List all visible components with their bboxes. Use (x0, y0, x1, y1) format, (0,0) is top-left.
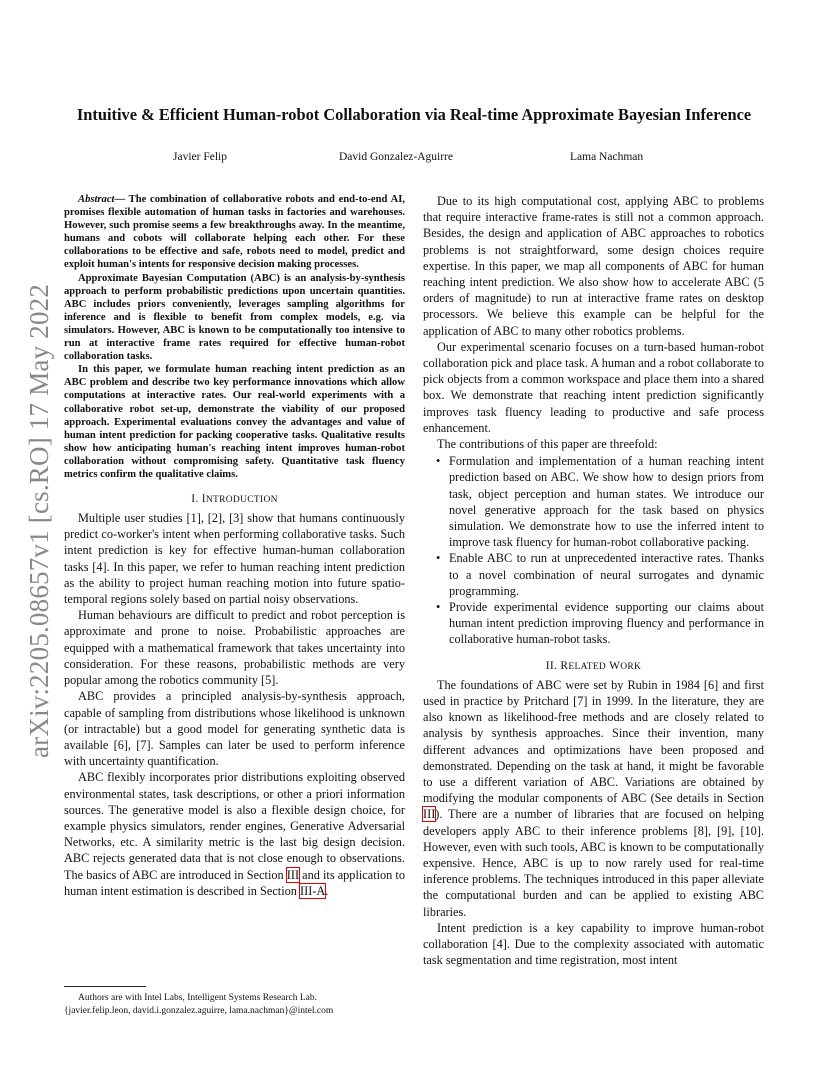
section-link-iii[interactable]: III (286, 867, 300, 882)
author-3: Lama Nachman (570, 151, 644, 163)
arxiv-stamp: arXiv:2205.08657v1 [cs.RO] 17 May 2022 (24, 283, 54, 758)
contribution-item-2: • Enable ABC to run at unprecedented interactive rates. Thanks to a novel combination of neural surrogates and dynamic programming. (436, 551, 764, 598)
section-link-iii-a[interactable]: III-A (300, 883, 326, 898)
related-paragraph-2: Intent prediction is a key capability to improve human-robot collaboration [4]. Due to the complexity associated with automatic task segmentation and time registration, most intent (423, 920, 764, 968)
right-paragraph-1: Due to its high computational cost, applying ABC to problems that require interactive frame-rates is still not a common approach. Besides, the design and application of ABC approaches to robotics problems is not straightforward, some design choices require expertise. In this paper, we map all components of ABC for human reaching intent prediction. We also show how to accelerate ABC (5 orders of magnitude) to run at interactive frame rates on desktop processors. We believe this example can be helpful for the application of ABC to many other robotics problems. (423, 194, 764, 338)
related-paragraph-1: The foundations of ABC were set by Rubin in 1984 [6] and first used in practice by Pritchard [7] in 1999. In the literature, they are also known as likelihood-free methods and are closely related to analysis by synthesis approaches. Since their invention, many different advances and optimizations have been proposed and demonstrated. Depending on the task at hand, it might be favorable to use a different variation of ABC. Variations are obtained by modifying the modular components of ABC (See details in Section III). There are a number of libraries that are focused on helping developers apply ABC to their inference problems [8], [9], [10]. However, even with such tools, ABC is known to be computationally expensive. Hence, ABC is up to now rarely used for real-time inference problems. The techniques introduced in this paper alleviate the computational burden and can be applied to existing ABC libraries. (423, 677, 764, 919)
section-heading-related-work: II. RELATED WORK (545, 659, 642, 672)
section-heading-introduction: I. INTRODUCTION (191, 493, 278, 506)
author-1: Javier Felip (173, 151, 227, 163)
bullet-icon: • (436, 600, 441, 615)
intro-paragraph-4: ABC flexibly incorporates prior distributions exploiting observed environmental states, task descriptions, or other a priori information sources. The generative model is also a flexible design choice, for example physics simulators, render engines, Generative Adversarial Networks, etc. A similarity metric is the last big design decision. ABC rejects generated data that is not close enough to observations. The basics of ABC are introduced in Section III and its application to human intent estimation is described in Section III-A. (64, 770, 405, 898)
right-paragraph-2: Our experimental scenario focuses on a turn-based human-robot collaboration pick and place task. A human and a robot collaborate to pick objects from a common workspace and place them into a shared box. We demonstrate that reaching intent prediction significantly improves task fluency leading to productive and safe process enhancement. (423, 339, 764, 435)
abstract-paragraph-3: In this paper, we formulate human reaching intent prediction as an ABC problem and describe two key performance innovations which allow computations at interactive rates. Our real-world experiments with a collaborative robot set-up, demonstrate the viability of our proposed approach. Experimental evaluations convey the advantages and value of human intent prediction for packing cooperative tasks. Qualitative results show how anticipating human's reaching intent improves human-robot collaboration without compromising safety. Quantitative task fluency metrics confirm the qualitative claims. (64, 364, 405, 480)
abstract-paragraph-2: Approximate Bayesian Computation (ABC) is an analysis-by-synthesis approach to perform probabilistic predictions upon uncertain quantities. ABC includes priors conveniently, leverages sampling algorithms for inference and is flexible to benefit from complex models, e.g. via simulators. However, ABC is known to be computationally too intensive to run at interactive frame rates required for effective human-robot collaboration tasks. (64, 272, 405, 363)
section-link-iii[interactable]: III (423, 807, 436, 822)
abstract-text-1: The combination of collaborative robots and end-to-end AI, promises flexible automation of human tasks in factories and warehouses. However, such promise seems a few breakthroughs away. In the meantime, humans and cobots will collaborate helping each other. For these collaborations to be effective and safe, robots need to model, predict and exploit human's intents for responsive decision making processes. (64, 194, 405, 271)
bullet-icon: • (436, 454, 441, 469)
author-2: David Gonzalez-Aguirre (339, 151, 453, 163)
footnote (64, 992, 405, 1017)
footnote-rule (64, 986, 146, 987)
contribution-item-3: • Provide experimental evidence supporting our claims about human intent prediction improving fluency and performance in collaborative human-robot tasks. (436, 600, 764, 647)
intro-paragraph-1: Multiple user studies [1], [2], [3] show that humans continuously predict co-worker's intent when performing collaborative tasks. Such intent prediction is key for effective human-human collaboration tasks [4]. In this paper, we refer to human reaching intent prediction as the ability to project human reaching motion into future spatio-temporal regions solely based on partial noisy observations. (64, 511, 405, 607)
contribution-item-1: • Formulation and implementation of a human reaching intent prediction based on ABC. We show how to design priors from task, object perception and human states. We introduce our novel generative approach for the task based on physics simulation. We demonstrate how to use the inferred intent to improve task fluency for human-robot collaborative packing. (436, 454, 764, 550)
abstract-label: Abstract (78, 194, 115, 205)
right-column (423, 193, 764, 968)
abstract-paragraph-1: Abstract— The combination of collaborative robots and end-to-end AI, promises flexible automation of human tasks in factories and warehouses. However, such promise seems a few breakthroughs away. In the meantime, humans and cobots will collaborate helping each other. For these collaborations to be effective and safe, robots need to model, predict and exploit human's intents for responsive decision making processes. (64, 194, 405, 271)
right-paragraph-3: The contributions of this paper are threefold: (437, 437, 658, 452)
footnote-emails: {javier.felip.leon, david.i.gonzalez.aguirre, lama.nachman}@intel.com (64, 1005, 334, 1016)
intro-paragraph-2: Human behaviours are difficult to predict and robot perception is approximate and prone to noise. Probabilistic approaches are equipped with a mathematical framework that takes uncertainty into consideration. For these reasons, probabilistic methods are very popular among the robotics community [5]. (64, 608, 405, 688)
bullet-icon: • (436, 551, 441, 566)
footnote-affiliation: Authors are with Intel Labs, Intelligent Systems Research Lab. (78, 993, 318, 1003)
contributions-list (423, 453, 764, 647)
left-column (64, 193, 405, 899)
intro-paragraph-3: ABC provides a principled analysis-by-synthesis approach, capable of sampling from distributions whose likelihood is unknown (or intractable) but a good model for generating synthetic data is available [6], [7]. Samples can later be used to perform inference with uncertainty quantification. (64, 689, 405, 769)
paper-title: Intuitive & Efficient Human-robot Collaboration via Real-time Approximate Bayesian Inference (76, 105, 752, 124)
